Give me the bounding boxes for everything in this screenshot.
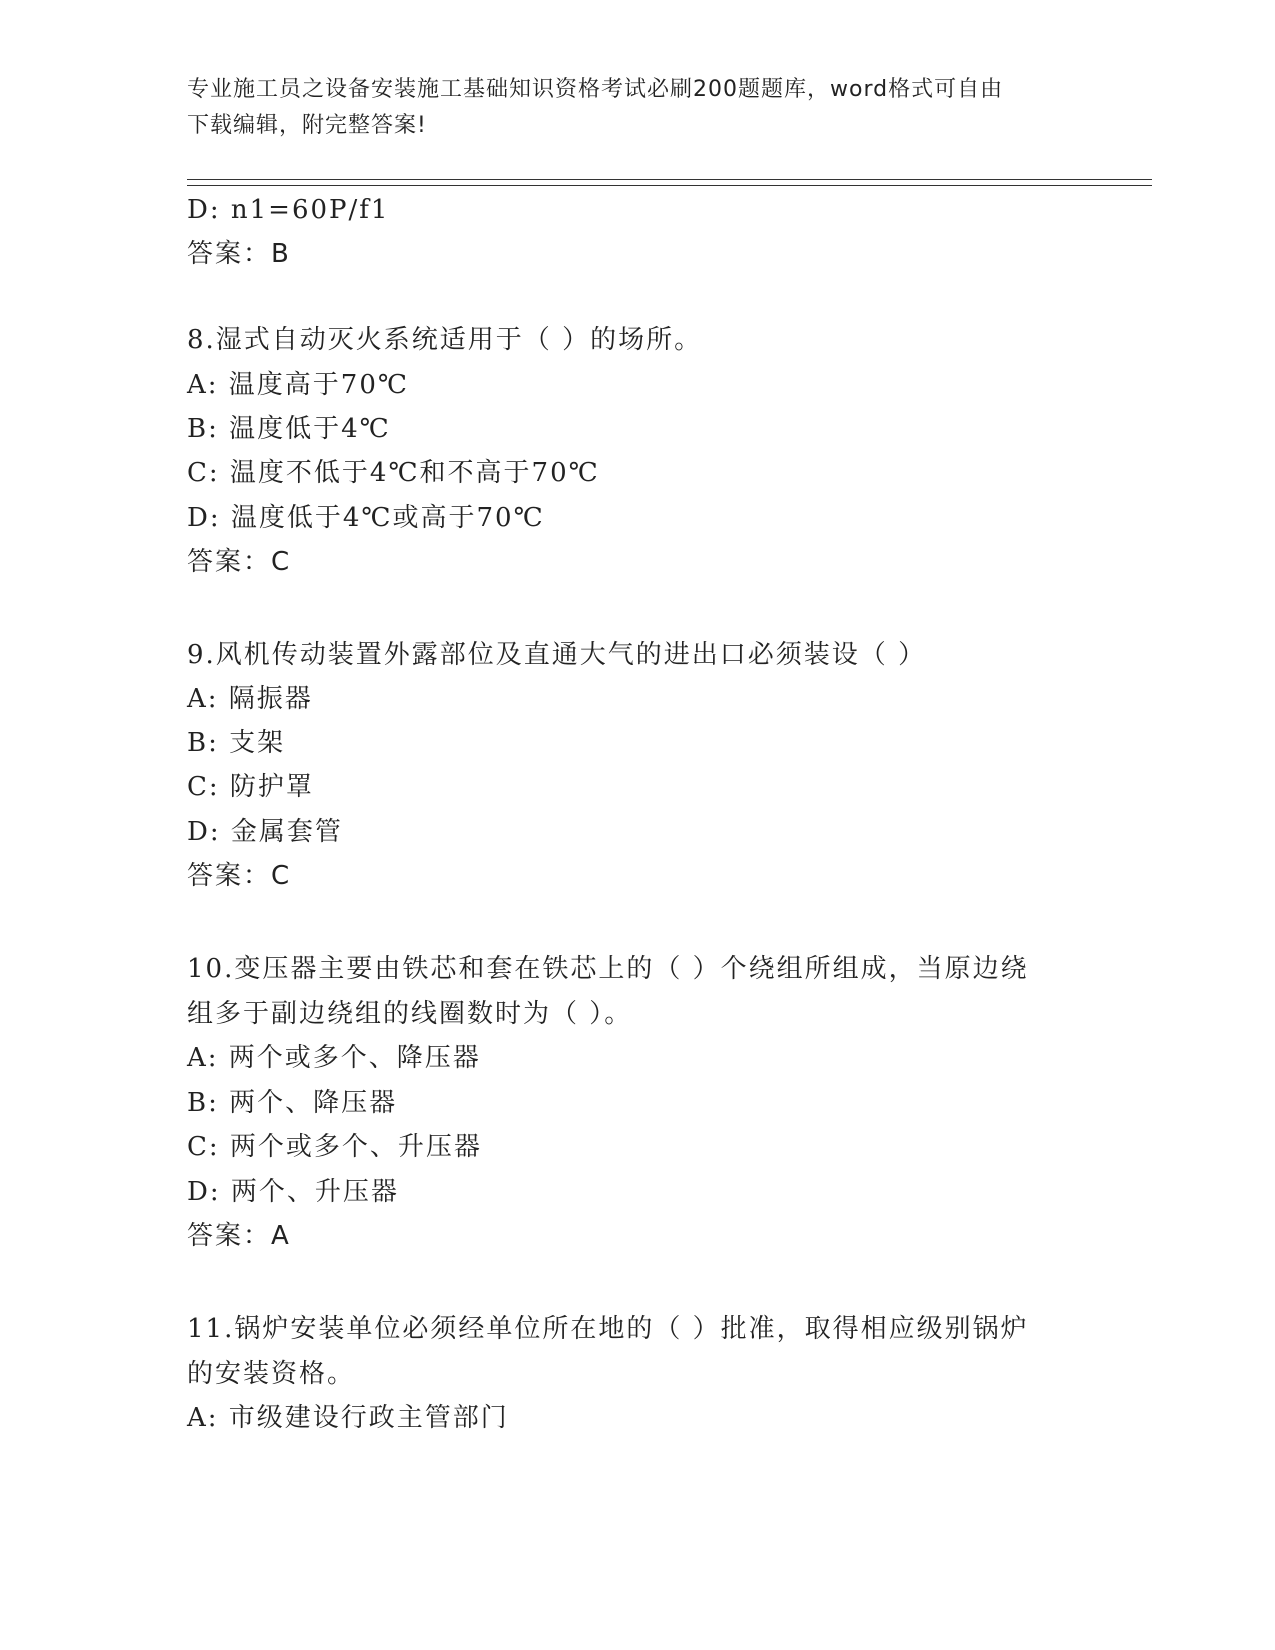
prev-option-d: D: n1=60P/f1: [187, 195, 390, 225]
q9-option-d: D: 金属套管: [187, 817, 343, 847]
q8-option-c: C: 温度不低于4℃和不高于70℃: [187, 458, 600, 488]
q10-option-d: D: 两个、升压器: [187, 1177, 399, 1207]
q8-option-b: B: 温度低于4℃: [187, 414, 391, 444]
q8-option-d: D: 温度低于4℃或高于70℃: [187, 503, 545, 533]
q9-option-b: B: 支架: [187, 728, 286, 758]
q9-option-c: C: 防护罩: [187, 772, 314, 802]
q9-answer: 答案：C: [187, 861, 292, 891]
q8-stem: 8.湿式自动灭火系统适用于（ ）的场所。: [187, 325, 703, 355]
header-line-1: 专业施工员之设备安装施工基础知识资格考试必刷200题题库，word格式可自由: [187, 77, 1004, 102]
q8-answer: 答案：C: [187, 547, 292, 577]
q9-option-a: A: 隔振器: [187, 684, 313, 714]
header-divider-top: [187, 179, 1152, 180]
q9-stem: 9.风机传动装置外露部位及直通大气的进出口必须装设（ ）: [187, 640, 927, 670]
document-header: [187, 72, 1067, 144]
header-divider-bottom: [187, 185, 1152, 186]
q10-stem-line-2: 组多于副边绕组的线圈数时为（ ）。: [187, 999, 633, 1029]
q11-stem-line-2: 的安装资格。: [187, 1359, 356, 1389]
prev-answer: 答案：B: [187, 239, 291, 269]
q10-option-a: A: 两个或多个、降压器: [187, 1043, 481, 1073]
q10-option-c: C: 两个或多个、升压器: [187, 1132, 482, 1162]
q10-option-b: B: 两个、降压器: [187, 1088, 398, 1118]
q8-option-a: A: 温度高于70℃: [187, 370, 409, 400]
q11-stem-line-1: 11.锅炉安装单位必须经单位所在地的（ ）批准，取得相应级别锅炉: [187, 1314, 1029, 1344]
q10-answer: 答案：A: [187, 1221, 291, 1251]
header-line-2: 下载编辑，附完整答案!: [187, 113, 427, 138]
q11-option-a: A: 市级建设行政主管部门: [187, 1403, 509, 1433]
q10-stem-line-1: 10.变压器主要由铁芯和套在铁芯上的（ ）个绕组所组成，当原边绕: [187, 954, 1029, 984]
